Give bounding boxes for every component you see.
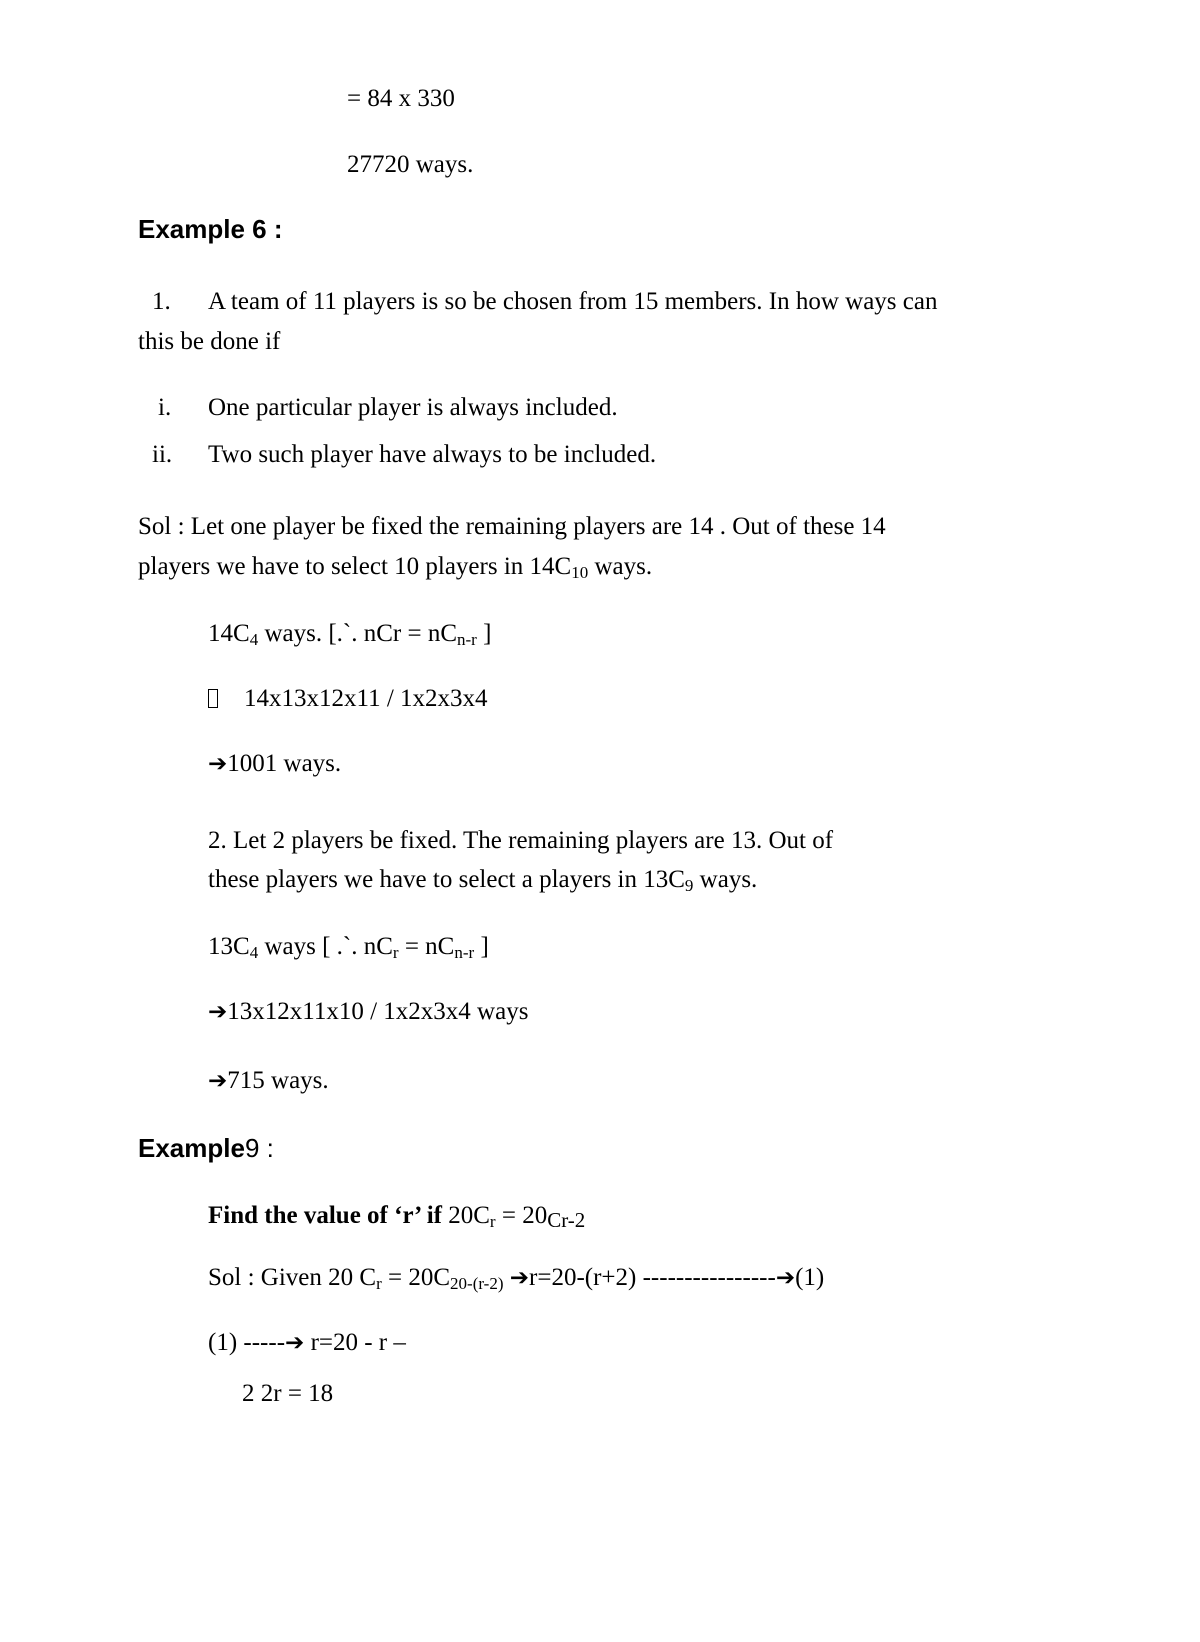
equation-2r: 2 2r = 18 [242,1380,334,1407]
step-13-product: ➔13x12x11x10 / 1x2x3x4 ways [208,998,529,1025]
question-1-continuation: this be done if [138,328,281,355]
step-14-product: 14x13x12x11 / 1x2x3x4 [208,684,488,714]
arrow-right-icon: ➔ [509,1265,530,1291]
sub-item-ii-number: ii. [152,441,173,468]
result-line: 27720 ways. [347,151,474,178]
question-1-text: A team of 11 players is so be chosen from 15 members. In how ways can [208,288,938,315]
part-2-line-b: these players we have to select a players in $13C_9$ ways. [208,866,758,895]
example-9-heading: Example9 : [138,1133,274,1163]
arrow-right-icon: ➔ [285,1330,305,1356]
arrow-right-icon: ➔ [208,1068,228,1094]
sub-item-i-number: i. [158,394,172,421]
example-6-heading: Example 6 : [138,214,283,244]
step-14c4: $14C_4$ ways. [.`. nCr = $nC_{n-r}$ ] [208,620,492,649]
sub-item-i-text: One particular player is always included. [208,394,618,421]
equation-1-expand: (1) -----➔ r=20 - r – [208,1329,406,1356]
part-2-line-a: 2. Let 2 players be fixed. The remaining players are 13. Out of [208,827,834,854]
solution-9-given: Sol : Given 20 $C_r = 20C_{20-(r-2)}$ ➔r=20-(r+2) ----------------➔(1) [208,1264,825,1293]
solution-1-line-b: players we have to select 10 players in $14C_{10}$ ways. [138,553,653,582]
solution-1-line-a: Sol : Let one player be fixed the remaining players are 14 . Out of these 14 [138,513,886,540]
sub-item-ii-text: Two such player have always to be included. [208,441,657,468]
arrow-right-icon: ➔ [208,999,228,1025]
find-r-question: Find the value of ‘r’ if $20C_r = 20_{Cr-2}$ [208,1202,586,1232]
step-715: ➔715 ways. [208,1067,329,1094]
arrow-right-icon: ➔ [208,751,228,777]
missing-glyph-icon [208,689,218,708]
arrow-right-icon: ➔ [775,1265,796,1291]
step-1001: ➔1001 ways. [208,750,342,777]
question-1-number: 1. [152,288,171,315]
step-13c4: $13C_4$ ways [ .`. $nC_r = nC_{n-r}$ ] [208,933,489,962]
equation-line: = 84 x 330 [347,85,455,112]
